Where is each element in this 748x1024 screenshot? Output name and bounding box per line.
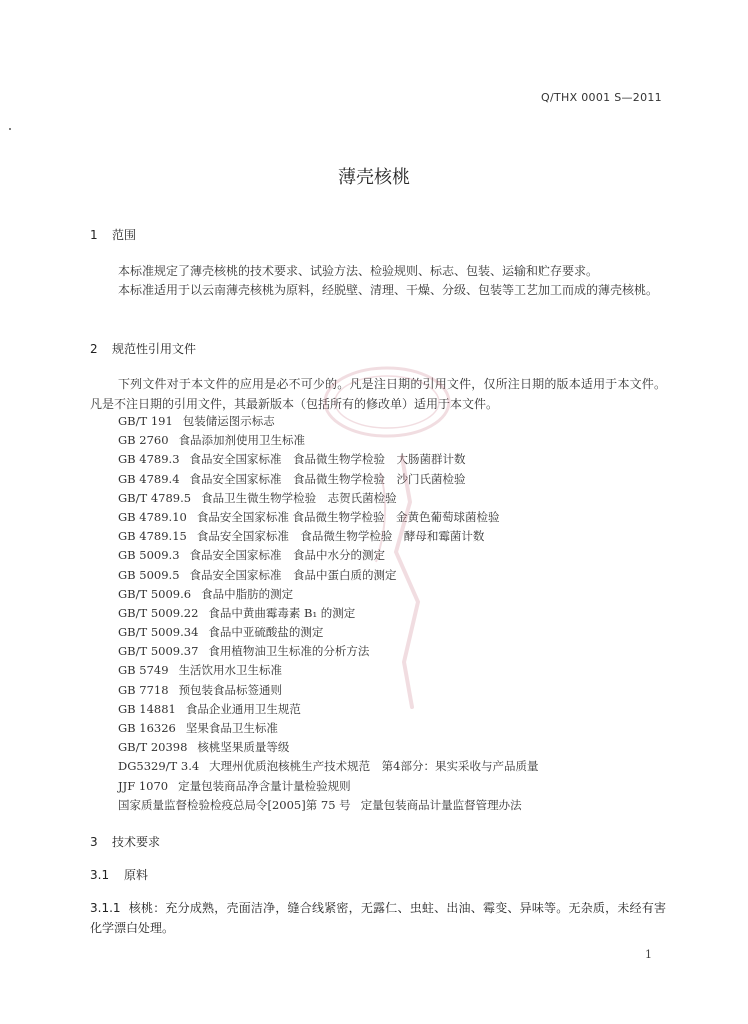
reference-item: GB 16326 坚果食品卫生标准 — [118, 721, 278, 735]
scope-paragraph-1: 本标准规定了薄壳核桃的技术要求、试验方法、检验规则、标志、包装、运输和贮存要求。 — [118, 264, 599, 278]
reference-item: GB/T 5009.37 食用植物油卫生标准的分析方法 — [118, 644, 370, 659]
subsection-number: 3.1 — [90, 868, 110, 882]
reference-item: GB 4789.4 食品安全国家标准 食品微生物学检验 沙门氏菌检验 — [118, 471, 466, 486]
scope-paragraph-2: 本标准适用于以云南薄壳核桃为原料，经脱壁、清理、干燥、分级、包装等工艺加工而成的薄壳核桃。 — [118, 283, 659, 297]
reference-item: GB 5749 生活饮用水卫生标准 — [118, 663, 283, 678]
reference-item: GB 5009.3 食品安全国家标准 食品中水分的测定 — [118, 548, 386, 563]
document-title: 薄壳核桃 — [338, 167, 410, 188]
clause-3-1-1 — [90, 898, 666, 938]
reference-item: GB/T 5009.6 食品中脂肪的测定 — [118, 586, 294, 601]
section-title: 技术要求 — [112, 835, 161, 849]
reference-item: GB 4789.15 食品安全国家标准 食品微生物学检验 酵母和霉菌计数 — [118, 529, 485, 544]
section-number: 1 — [90, 228, 98, 242]
section-number: 2 — [90, 342, 98, 356]
reference-item: GB 4789.3 食品安全国家标准 食品微生物学检验 大肠菌群计数 — [118, 452, 466, 467]
reference-item: GB/T 20398 核桃坚果质量等级 — [118, 740, 290, 755]
reference-item: DG5329/T 3.4 大理州优质泡核桃生产技术规范 第4部分：果实采收与产品质量 — [118, 759, 539, 774]
reference-item: GB/T 5009.22 食品中黄曲霉毒素 B₁ 的测定 — [118, 605, 356, 620]
section-3-heading — [90, 833, 160, 850]
scan-speck — [9, 128, 11, 130]
reference-item: GB 14881 食品企业通用卫生规范 — [118, 701, 301, 716]
reference-list — [118, 412, 539, 815]
section-title: 规范性引用文件 — [112, 342, 197, 356]
page-number: 1 — [645, 948, 652, 961]
clause-text: 核桃：充分成熟，壳面洁净，缝合线紧密，无露仁、虫蛀、出油、霉变、异味等。无杂质，未经有害化学漂白处理。 — [90, 901, 666, 935]
subsection-3-1-heading — [90, 866, 148, 883]
reference-item: 国家质量监督检验检疫总局令[2005]第 75 号 定量包装商品计量监督管理办法 — [118, 797, 522, 812]
subsection-title: 原料 — [124, 868, 149, 882]
reference-item: GB 7718 预包装食品标签通则 — [118, 682, 283, 697]
reference-item: GB/T 5009.34 食品中亚硫酸盐的测定 — [118, 625, 324, 640]
clause-number: 3.1.1 — [90, 901, 121, 915]
reference-item: GB/T 4789.5 食品卫生微生物学检验 志贺氏菌检验 — [118, 490, 397, 505]
section-2-heading — [90, 340, 196, 357]
reference-item: GB 4789.10 食品安全国家标准 食品微生物学检验 金黄色葡萄球菌检验 — [118, 509, 500, 524]
references-intro: 下列文件对于本文件的应用是必不可少的。凡是注日期的引用文件，仅所注日期的版本适用于本文件。凡是不注日期的引用文件，其最新版本（包括所有的修改单）适用于本文件。 — [90, 377, 666, 411]
section-1-heading — [90, 226, 136, 243]
section-number: 3 — [90, 835, 98, 849]
reference-item: GB 5009.5 食品安全国家标准 食品中蛋白质的测定 — [118, 567, 397, 582]
reference-item: GB 2760 食品添加剂使用卫生标准 — [118, 433, 306, 448]
section-title: 范围 — [112, 228, 137, 242]
standard-code: Q/THX 0001 S—2011 — [541, 91, 662, 104]
reference-item: JJF 1070 定量包装商品净含量计量检验规则 — [118, 778, 351, 793]
reference-item: GB/T 191 包装储运图示标志 — [118, 414, 275, 428]
